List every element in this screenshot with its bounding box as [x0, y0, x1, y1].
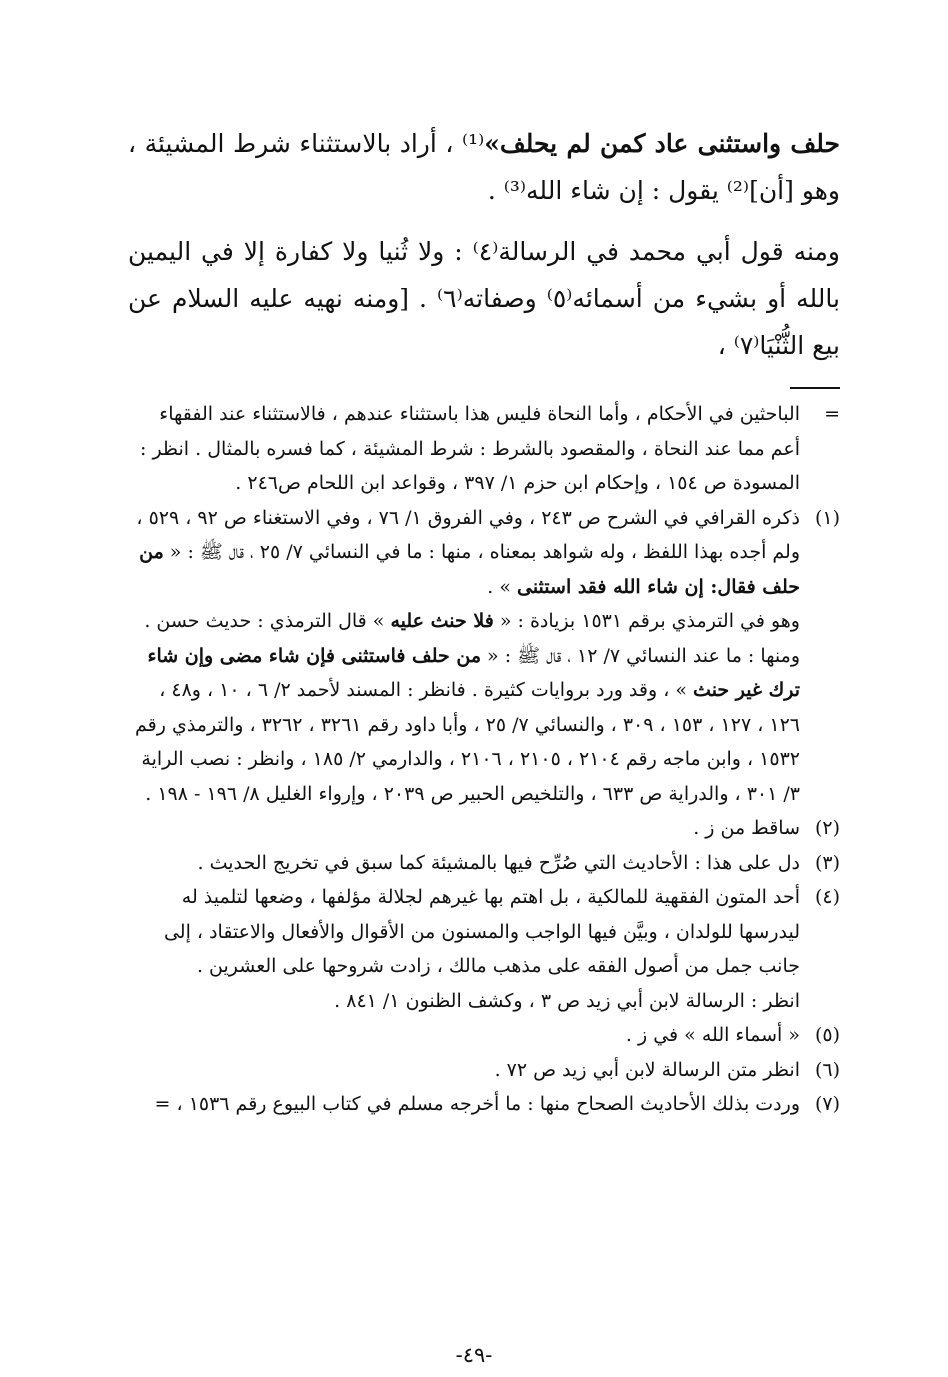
footnote-ref-1[interactable]: ⁽¹⁾	[461, 129, 485, 158]
footnote-2	[128, 811, 840, 846]
footnote-ref-4[interactable]: ⁽٤⁾	[472, 237, 499, 266]
hadith-quote: حلف واستثنى عاد كمن لم يحلف»	[484, 129, 840, 158]
footnote-1	[128, 501, 840, 605]
main-text-segment: ، أراد بالاستثناء شرط المشيئة ، وهو [أن]	[128, 129, 840, 205]
footnote-text: » قال الترمذي : حديث حسن .	[144, 610, 391, 632]
main-text-segment: ومنه قول أبي محمد في الرسالة	[498, 237, 840, 266]
footnote-text: ومنها : ما عند النسائي ٧/ ١٢ ، قال ﷺ : «	[481, 644, 800, 667]
main-text-segment: : ولا ثُنيا ولا كفارة إلا في اليمين بالله أو بشيء من أسمائه	[128, 237, 841, 313]
hadith-quote: فلا حنث عليه	[390, 610, 494, 632]
hadith-quote: من حلف فاستثنى فإن شاء مضى وإن شاء ترك غير حنث	[147, 644, 800, 701]
footnote-divider	[790, 387, 840, 389]
main-text	[128, 120, 840, 369]
footnote-number: (٥)	[814, 1024, 840, 1046]
footnote-number: (٤)	[814, 886, 840, 908]
footnote-continuation	[128, 397, 840, 501]
footnote-number: (٧)	[814, 1093, 840, 1115]
footnote-text: » .	[487, 575, 517, 598]
footnote-6	[128, 1053, 840, 1088]
footnote-1-paragraph-3	[128, 639, 840, 812]
footnote-text: انظر متن الرسالة لابن أبي زيد ص ٧٢ .	[494, 1058, 800, 1081]
footnote-text: » ، وقد ورد بروايات كثيرة . فانظر : المسند لأحمد ٢/ ٦ ، ١٠ ، و٤٨ ، ١٢٦ ، ١٢٧ ، ١٥٣ ، ٣٠٩ ، والنسائي ٧/ ٢٥ ، وأبا داود رقم ٣٢٦١ ، ٣٢٦٢ ، والترمذي رقم ١٥٣٢ ، وابن ماجه رقم ٢١٠٤ ، ٢١٠٥ ، ٢١٠٦ ، والدارمي ٢/ ١٨٥ ، وانظر : نصب الراية ٣/ ٣٠١ ، والدراية ص ٦٣٣ ، والتلخيص الحبير ص ٢٠٣٩ ، وإرواء الغليل ٨/ ١٩٦ - ١٩٨ .	[135, 679, 800, 805]
main-text-segment: يقول : إن شاء الله	[526, 176, 727, 205]
footnote-text: دل على هذا : الأحاديث التي صُرِّح فيها بالمشيئة كما سبق في تخريج الحديث .	[197, 851, 800, 874]
footnote-number: (٢)	[814, 817, 840, 839]
footnote-text: « أسماء الله » في ز .	[625, 1024, 800, 1046]
footnote-7	[128, 1087, 840, 1122]
main-text-segment: .	[487, 176, 504, 205]
page	[128, 120, 840, 1337]
footnote-text: وردت بذلك الأحاديث الصحاح منها : ما أخرجه مسلم في كتاب البيوع رقم ١٥٣٦ ، =	[154, 1093, 800, 1115]
footnote-number: (٣)	[814, 851, 840, 874]
footnote-number: (١)	[814, 506, 840, 529]
footnote-ref-7[interactable]: ⁽٧⁾	[733, 331, 760, 360]
main-paragraph-2	[128, 228, 840, 369]
main-text-segment: . [ومنه نهيه عليه السلام عن بيع الثُّنْيَا	[128, 284, 840, 360]
main-text-segment: وصفاته	[462, 284, 547, 313]
footnote-text: الباحثين في الأحكام ، وأما النحاة فليس هذا باستثناء عندهم ، فالاستثناء عند الفقهاء أعم مما عند النحاة ، والمقصود بالشرط : شرط المشيئة ، كما فسره بالمثال . انظر : المسودة ص ١٥٤ ، وإحكام ابن حزم ١/ ٣٩٧ ، وقواعد ابن اللحام ص٢٤٦ .	[140, 403, 800, 494]
footnotes	[128, 397, 840, 1122]
footnote-text: ساقط من ز .	[693, 817, 800, 839]
footnote-ref-6[interactable]: ⁽٦⁾	[437, 284, 463, 313]
footnote-text: وهو في الترمذي برقم ١٥٣١ بزيادة : «	[493, 610, 800, 632]
main-text-segment: ،	[717, 331, 734, 360]
hadith-quote: من حلف فقال: إن شاء الله فقد استثنى	[139, 541, 800, 598]
footnote-4-reference: انظر : الرسالة لابن أبي زيد ص ٣ ، وكشف الظنون ١/ ٨٤١ .	[334, 989, 800, 1012]
footnote-4	[128, 880, 840, 984]
continuation-marker: =	[824, 403, 840, 425]
footnote-1-paragraph-2	[128, 604, 840, 639]
footnote-5	[128, 1018, 840, 1053]
footnote-ref-3[interactable]: ⁽³⁾	[503, 176, 527, 205]
footnote-number: (٦)	[814, 1058, 840, 1081]
footnote-3	[128, 846, 840, 881]
main-paragraph-1	[128, 120, 840, 214]
page-number: -٤٩-	[455, 1343, 493, 1367]
footnote-text: أحد المتون الفقهية للمالكية ، بل اهتم بها غيرهم لجلالة مؤلفها ، وضعها لتلميذ له ليدرسها للولدان ، وبيَّن فيها الواجب والمسنون من الأقوال والأفعال والاعتقاد ، إلى جانب جمل من أصول الفقه على مذهب مالك ، زادت شروحها على العشرين .	[163, 886, 800, 977]
footnote-ref-2[interactable]: ⁽²⁾	[726, 176, 750, 205]
footnote-ref-5[interactable]: ⁽٥⁾	[546, 284, 573, 313]
footnote-text: ذكره القرافي في الشرح ص ٢٤٣ ، وفي الفروق ١/ ٧٦ ، وفي الاستغناء ص ٩٢ ، ٥٢٩ ، ولم أجده بهذا اللفظ ، وله شواهد بمعناه ، منها : ما في النسائي ٧/ ٢٥ ، قال ﷺ : «	[136, 506, 800, 563]
